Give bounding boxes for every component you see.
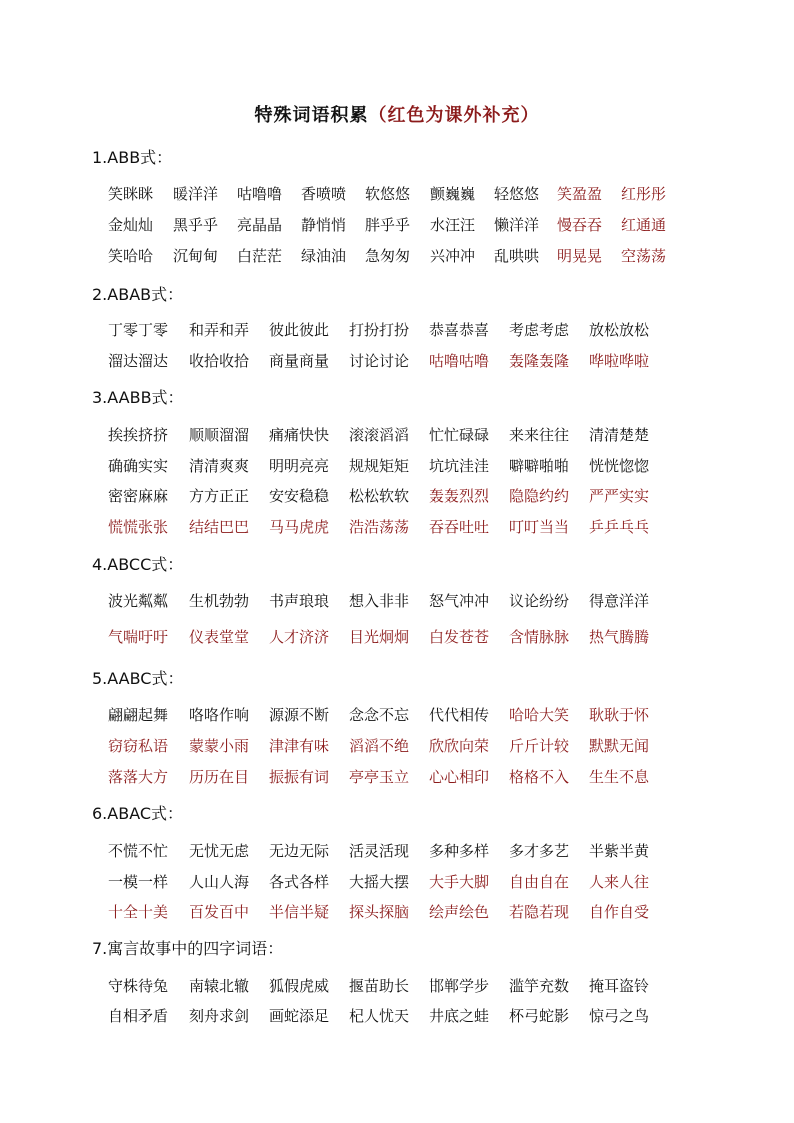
section-heading: 2.ABAB式： [92, 285, 184, 304]
word-item: 气喘吁吁 [108, 628, 169, 646]
word-item: 无边无际 [269, 842, 330, 860]
word-item: 打扮打扮 [349, 321, 410, 339]
word-item: 活灵活现 [349, 842, 410, 860]
word-item: 生生不息 [589, 768, 650, 786]
word-item: 议论纷纷 [509, 592, 570, 610]
word-row [108, 455, 668, 477]
word-item: 代代相传 [429, 706, 490, 724]
word-item: 半紫半黄 [589, 842, 650, 860]
word-item: 热气腾腾 [589, 628, 650, 646]
word-item: 考虑考虑 [509, 321, 570, 339]
word-row [108, 1005, 668, 1027]
word-item: 明明亮亮 [269, 457, 330, 475]
word-item: 蒙蒙小雨 [189, 737, 250, 755]
word-row [108, 871, 668, 893]
word-item: 画蛇添足 [269, 1007, 330, 1025]
word-item: 人才济济 [269, 628, 330, 646]
word-item: 想入非非 [349, 592, 410, 610]
section-heading: 7.寓言故事中的四字词语： [92, 939, 284, 958]
word-item: 轰隆轰隆 [509, 352, 570, 370]
word-item: 明晃晃 [557, 247, 603, 265]
word-row [108, 214, 668, 236]
word-item: 哗啦哗啦 [589, 352, 650, 370]
word-item: 振振有词 [269, 768, 330, 786]
word-item: 斤斤计较 [509, 737, 570, 755]
word-item: 痛痛快快 [269, 426, 330, 444]
word-item: 井底之蛙 [429, 1007, 490, 1025]
word-item: 杯弓蛇影 [509, 1007, 570, 1025]
word-item: 笑眯眯 [108, 185, 154, 203]
word-item: 目光炯炯 [349, 628, 410, 646]
word-item: 慌慌张张 [108, 518, 169, 536]
word-item: 马马虎虎 [269, 518, 330, 536]
word-row [108, 183, 668, 205]
word-item: 笑哈哈 [108, 247, 154, 265]
word-row [108, 735, 668, 757]
word-row [108, 766, 668, 788]
word-row [108, 516, 668, 538]
word-item: 多种多样 [429, 842, 490, 860]
word-item: 自由自在 [509, 873, 570, 891]
word-item: 历历在目 [189, 768, 250, 786]
word-item: 红彤彤 [621, 185, 667, 203]
word-item: 沉甸甸 [173, 247, 219, 265]
word-item: 黑乎乎 [173, 216, 219, 234]
word-item: 刻舟求剑 [189, 1007, 250, 1025]
word-row [108, 319, 668, 341]
word-item: 严严实实 [589, 487, 650, 505]
word-item: 耿耿于怀 [589, 706, 650, 724]
word-item: 翩翩起舞 [108, 706, 169, 724]
word-item: 丁零丁零 [108, 321, 169, 339]
word-item: 和弄和弄 [189, 321, 250, 339]
word-item: 源源不断 [269, 706, 330, 724]
word-item: 松松软软 [349, 487, 410, 505]
word-item: 放松放松 [589, 321, 650, 339]
word-item: 隐隐约约 [509, 487, 570, 505]
word-item: 讨论讨论 [349, 352, 410, 370]
word-item: 顺顺溜溜 [189, 426, 250, 444]
word-item: 溜达溜达 [108, 352, 169, 370]
word-item: 叮叮当当 [509, 518, 570, 536]
word-item: 商量商量 [269, 352, 330, 370]
word-item: 挨挨挤挤 [108, 426, 169, 444]
word-item: 心心相印 [429, 768, 490, 786]
word-item: 守株待兔 [108, 977, 169, 995]
word-item: 杞人忧天 [349, 1007, 410, 1025]
word-item: 探头探脑 [349, 903, 410, 921]
word-item: 人山人海 [189, 873, 250, 891]
word-item: 收拾收拾 [189, 352, 250, 370]
word-item: 掩耳盗铃 [589, 977, 650, 995]
word-row [108, 901, 668, 923]
section-heading: 6.ABAC式： [92, 804, 184, 823]
word-item: 得意洋洋 [589, 592, 650, 610]
word-item: 若隐若现 [509, 903, 570, 921]
word-item: 水汪汪 [430, 216, 476, 234]
word-item: 亮晶晶 [237, 216, 283, 234]
word-item: 亭亭玉立 [349, 768, 410, 786]
word-item: 默默无闻 [589, 737, 650, 755]
word-item: 白发苍苍 [429, 628, 490, 646]
word-item: 滔滔不绝 [349, 737, 410, 755]
word-item: 咕噜噜 [237, 185, 283, 203]
word-item: 密密麻麻 [108, 487, 169, 505]
word-row [108, 590, 668, 612]
word-item: 乒乒乓乓 [589, 518, 650, 536]
word-item: 滚滚滔滔 [349, 426, 410, 444]
word-item: 波光粼粼 [108, 592, 169, 610]
title-note: （红色为课外补充） [368, 105, 540, 126]
word-item: 大摇大摆 [349, 873, 410, 891]
word-row [108, 626, 668, 648]
section-heading: 5.AABC式： [92, 669, 184, 688]
word-item: 坑坑洼洼 [429, 457, 490, 475]
word-item: 半信半疑 [269, 903, 330, 921]
word-item: 恭喜恭喜 [429, 321, 490, 339]
word-item: 空荡荡 [621, 247, 667, 265]
word-item: 一模一样 [108, 873, 169, 891]
word-item: 忙忙碌碌 [429, 426, 490, 444]
word-item: 暖洋洋 [173, 185, 219, 203]
word-item: 慢吞吞 [557, 216, 603, 234]
section-heading: 1.ABB式： [92, 148, 173, 167]
word-row [108, 840, 668, 862]
word-item: 人来人往 [589, 873, 650, 891]
word-row [108, 485, 668, 507]
word-item: 自作自受 [589, 903, 650, 921]
word-item: 软悠悠 [365, 185, 411, 203]
word-item: 颤巍巍 [430, 185, 476, 203]
section-heading: 4.ABCC式： [92, 555, 184, 574]
word-item: 来来往往 [509, 426, 570, 444]
word-item: 清清楚楚 [589, 426, 650, 444]
word-item: 绘声绘色 [429, 903, 490, 921]
word-item: 书声琅琅 [269, 592, 330, 610]
word-item: 红通通 [621, 216, 667, 234]
word-item: 静悄悄 [301, 216, 347, 234]
word-item: 揠苗助长 [349, 977, 410, 995]
word-item: 南辕北辙 [189, 977, 250, 995]
word-item: 噼噼啪啪 [509, 457, 570, 475]
word-item: 兴冲冲 [430, 247, 476, 265]
word-item: 急匆匆 [365, 247, 411, 265]
section-heading: 3.AABB式： [92, 388, 184, 407]
word-item: 清清爽爽 [189, 457, 250, 475]
word-item: 笑盈盈 [557, 185, 603, 203]
word-item: 各式各样 [269, 873, 330, 891]
word-item: 十全十美 [108, 903, 169, 921]
word-item: 安安稳稳 [269, 487, 330, 505]
word-item: 绿油油 [301, 247, 347, 265]
word-item: 不慌不忙 [108, 842, 169, 860]
word-item: 胖乎乎 [365, 216, 411, 234]
word-item: 恍恍惚惚 [589, 457, 650, 475]
page-title [0, 104, 794, 128]
word-item: 念念不忘 [349, 706, 410, 724]
word-item: 落落大方 [108, 768, 169, 786]
word-item: 咕噜咕噜 [429, 352, 490, 370]
word-item: 咯咯作响 [189, 706, 250, 724]
word-item: 窃窃私语 [108, 737, 169, 755]
word-item: 邯郸学步 [429, 977, 490, 995]
word-row [108, 245, 668, 267]
word-item: 白茫茫 [237, 247, 283, 265]
word-item: 惊弓之鸟 [589, 1007, 650, 1025]
word-item: 自相矛盾 [108, 1007, 169, 1025]
word-item: 方方正正 [189, 487, 250, 505]
word-item: 狐假虎威 [269, 977, 330, 995]
word-item: 多才多艺 [509, 842, 570, 860]
word-item: 浩浩荡荡 [349, 518, 410, 536]
word-row [108, 350, 668, 372]
word-item: 吞吞吐吐 [429, 518, 490, 536]
word-item: 轰轰烈烈 [429, 487, 490, 505]
word-row [108, 424, 668, 446]
word-item: 含情脉脉 [509, 628, 570, 646]
word-item: 欣欣向荣 [429, 737, 490, 755]
word-item: 结结巴巴 [189, 518, 250, 536]
word-item: 彼此彼此 [269, 321, 330, 339]
word-item: 金灿灿 [108, 216, 154, 234]
word-row [108, 704, 668, 726]
word-item: 轻悠悠 [494, 185, 540, 203]
word-item: 确确实实 [108, 457, 169, 475]
word-item: 怒气冲冲 [429, 592, 490, 610]
word-item: 香喷喷 [301, 185, 347, 203]
word-item: 哈哈大笑 [509, 706, 570, 724]
word-item: 津津有味 [269, 737, 330, 755]
word-item: 格格不入 [509, 768, 570, 786]
word-row [108, 975, 668, 997]
word-item: 大手大脚 [429, 873, 490, 891]
word-item: 仪表堂堂 [189, 628, 250, 646]
word-item: 懒洋洋 [494, 216, 540, 234]
word-item: 百发百中 [189, 903, 250, 921]
word-item: 无忧无虑 [189, 842, 250, 860]
word-item: 滥竽充数 [509, 977, 570, 995]
title-main: 特殊词语积累 [254, 105, 369, 126]
word-item: 乱哄哄 [494, 247, 540, 265]
word-item: 规规矩矩 [349, 457, 410, 475]
word-item: 生机勃勃 [189, 592, 250, 610]
